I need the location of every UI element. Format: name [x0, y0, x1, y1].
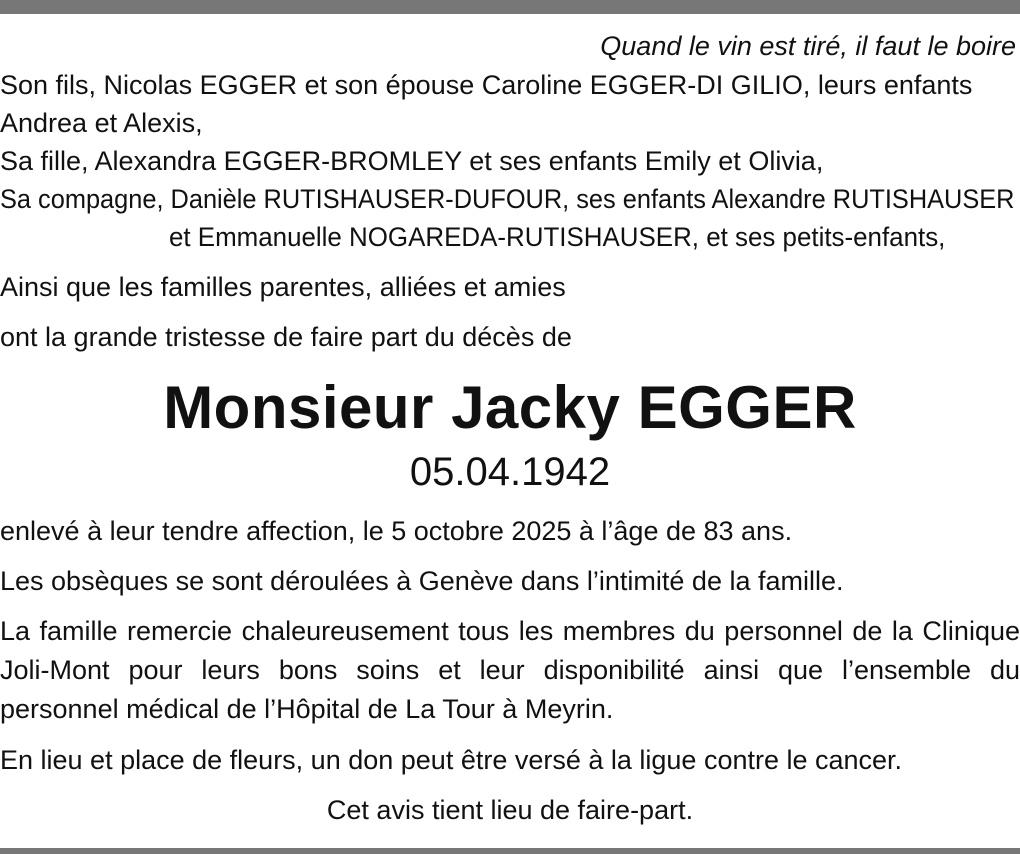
birth-date: 05.04.1942	[409, 450, 611, 494]
closing-line: Cet avis tient lieu de faire-part.	[326, 795, 694, 825]
death-info: enlevé à leur tendre affection, le 5 octobre 2025 à l’âge de 83 ans.	[0, 516, 793, 546]
bottom-divider	[0, 848, 1020, 854]
family-line-daughter: Sa fille, Alexandra EGGER-BROMLEY et ses enfants Emily et Olivia,	[0, 146, 824, 176]
donation-info: En lieu et place de fleurs, un don peut être versé à la ligue contre le cancer.	[0, 745, 903, 775]
motto: Quand le vin est tiré, il faut le boire	[600, 31, 1016, 61]
top-divider	[0, 0, 1020, 14]
thanks-paragraph: La famille remercie chaleureusement tous les membres du personnel de la Clinique Joli-Mont pour leurs bons soins et leur disponibilité ainsi que l’ensemble du personnel médical de l’Hôpital de La Tour à Meyrin.	[0, 616, 1020, 724]
family-line-son: Son fils, Nicolas EGGER et son épouse Caroline EGGER-DI GILIO, leurs enfants	[0, 70, 973, 100]
family-line-companion-children: et Emmanuelle NOGAREDA-RUTISHAUSER, et ses petits-enfants,	[168, 222, 946, 252]
deceased-name: Monsieur Jacky EGGER	[163, 374, 857, 441]
family-line-companion: Sa compagne, Danièle RUTISHAUSER-DUFOUR, ses enfants Alexandre RUTISHAUSER	[0, 184, 1015, 214]
funeral-info: Les obsèques se sont déroulées à Genève dans l’intimité de la famille.	[0, 566, 844, 596]
relatives-line: Ainsi que les familles parentes, alliées et amies	[0, 272, 566, 302]
obituary-notice	[0, 26, 1020, 829]
announcement-line: ont la grande tristesse de faire part du décès de	[0, 322, 572, 352]
family-line-grandchildren: Andrea et Alexis,	[0, 108, 203, 138]
